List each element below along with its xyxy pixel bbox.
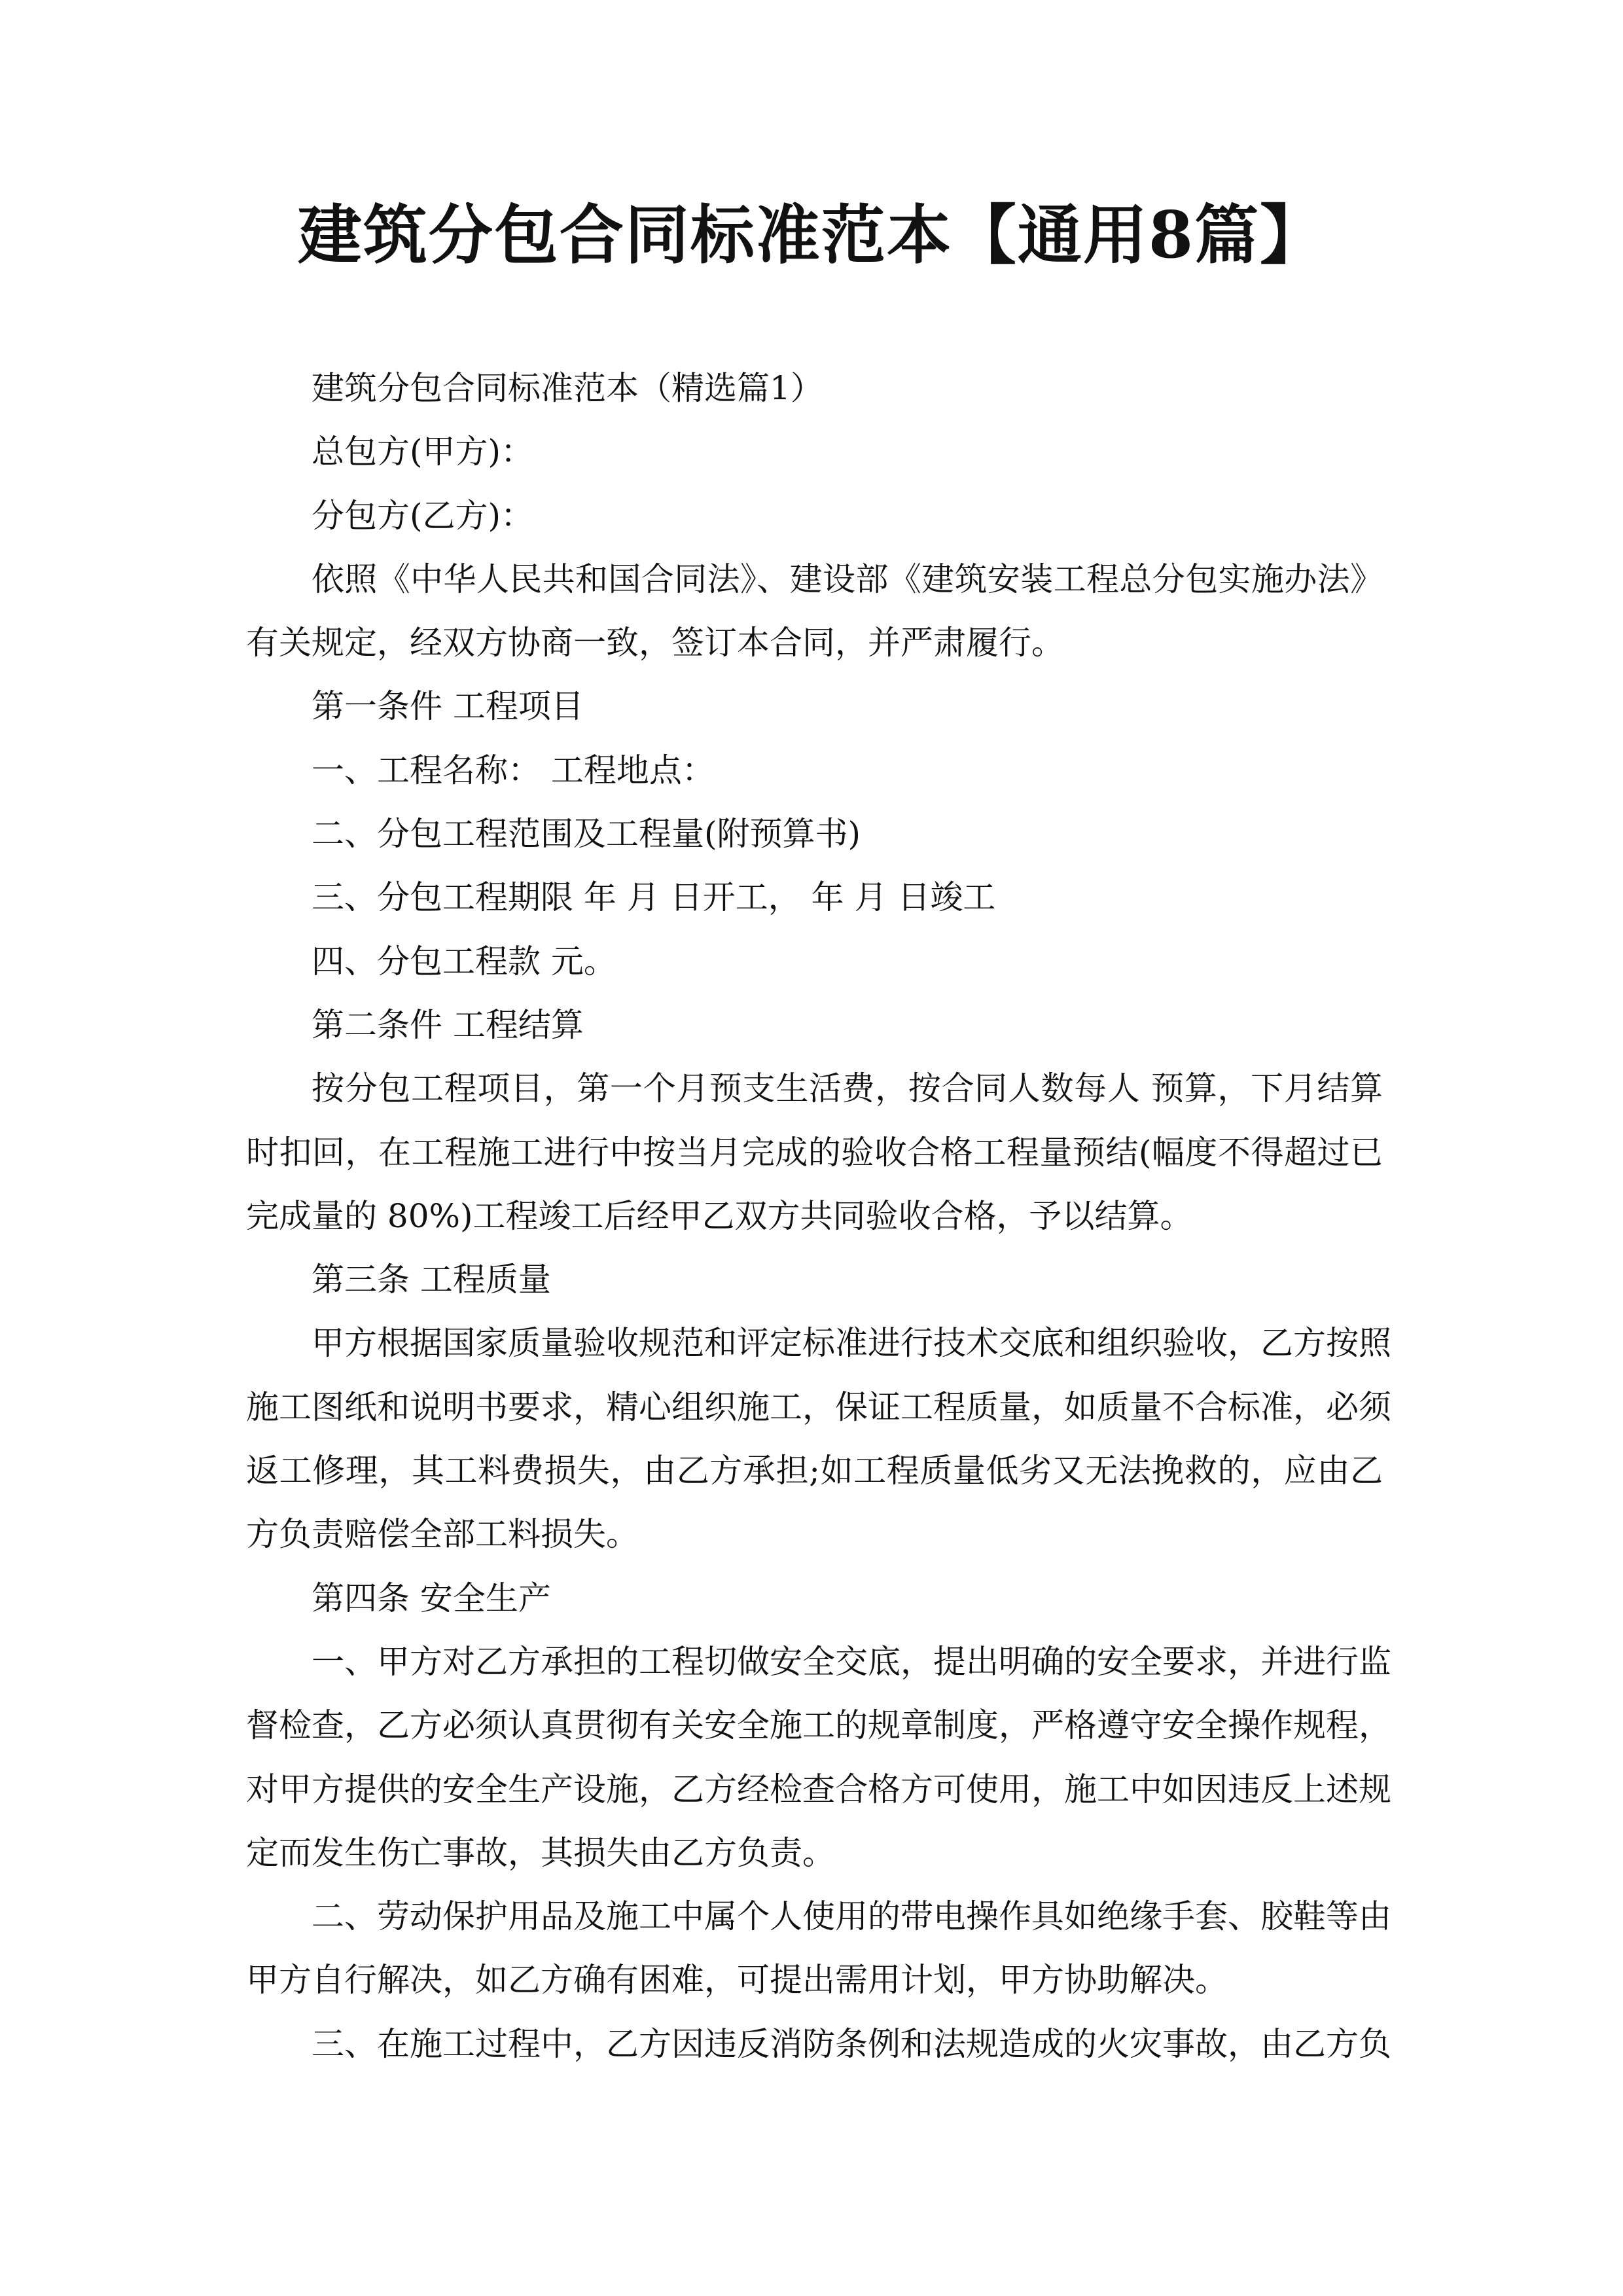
paragraph [246, 1885, 1391, 2013]
paragraph [246, 802, 1383, 866]
paragraph [246, 1312, 1391, 1566]
paragraph-line: 方负责赔偿全部工料损失。 [246, 1515, 639, 1554]
paragraph-line: 对甲方提供的安全生产设施，乙方经检查合格方可使用，施工中如因违反上述规 [246, 1770, 1391, 1808]
paragraph-line: 按分包工程项目，第一个月预支生活费，按合同人数每人 预算，下月结算 [312, 1069, 1383, 1108]
paragraph-line: 二、劳动保护用品及施工中属个人使用的带电操作具如绝缘手套、胶鞋等由 [312, 1897, 1391, 1936]
document-title: 建筑分包合同标准范本【通用8篇】 [297, 198, 1326, 273]
paragraph [246, 1630, 1391, 1885]
paragraph [246, 866, 1383, 929]
paragraph-line: 建筑分包合同标准范本（精选篇1） [312, 369, 823, 407]
paragraph-line: 返工修理，其工料费损失，由乙方承担;如工程质量低劣又无法挽救的，应由乙 [246, 1452, 1383, 1490]
paragraph-line: 二、分包工程范围及工程量(附预算书) [312, 815, 861, 853]
document-body [246, 357, 1391, 2076]
paragraph-line: 完成量的 80%)工程竣工后经甲乙双方共同验收合格，予以结算。 [246, 1196, 1193, 1235]
paragraph [246, 994, 1383, 1057]
paragraph-line: 一、工程名称： 工程地点： [312, 751, 715, 789]
paragraph-line: 督检查，乙方必须认真贯彻有关安全施工的规章制度，严格遵守安全操作规程， [246, 1706, 1391, 1745]
paragraph [246, 2013, 1391, 2076]
paragraph [246, 420, 1383, 484]
paragraph [246, 1057, 1383, 1248]
paragraph-line: 第一条件 工程项目 [312, 687, 584, 726]
paragraph-line: 第四条 安全生产 [312, 1579, 551, 1617]
paragraph-line: 依照《中华人民共和国合同法》、建设部《建筑安装工程总分包实施办法》 [312, 560, 1383, 598]
paragraph-line: 四、分包工程款 元。 [312, 942, 616, 980]
paragraph-line: 甲方自行解决，如乙方确有困难，可提出需用计划，甲方协助解决。 [246, 1961, 1228, 2000]
paragraph [246, 675, 1383, 738]
paragraph-line: 第二条件 工程结算 [312, 1005, 584, 1044]
paragraph-line: 分包方(乙方)： [312, 496, 534, 535]
paragraph [246, 548, 1383, 675]
paragraph-line: 三、在施工过程中，乙方因违反消防条例和法规造成的火灾事故，由乙方负 [312, 2024, 1391, 2063]
paragraph [246, 930, 1383, 994]
paragraph [246, 484, 1383, 548]
paragraph-line: 第三条 工程质量 [312, 1261, 551, 1299]
paragraph-line: 三、分包工程期限 年 月 日开工， 年 月 日竣工 [312, 878, 996, 917]
paragraph-line: 定而发生伤亡事故，其损失由乙方负责。 [246, 1833, 835, 1872]
paragraph-line: 总包方(甲方)： [312, 433, 534, 471]
paragraph-line: 施工图纸和说明书要求，精心组织施工，保证工程质量，如质量不合标准，必须 [246, 1388, 1391, 1426]
paragraph-line: 时扣回，在工程施工进行中按当月完成的验收合格工程量预结(幅度不得超过已 [246, 1133, 1383, 1172]
paragraph-line: 一、甲方对乙方承担的工程切做安全交底，提出明确的安全要求，并进行监 [312, 1642, 1391, 1681]
paragraph-line: 有关规定，经双方协商一致，签订本合同，并严肃履行。 [246, 624, 1064, 662]
paragraph-line: 甲方根据国家质量验收规范和评定标准进行技术交底和组织验收，乙方按照 [312, 1324, 1391, 1363]
paragraph [246, 739, 1383, 802]
paragraph [246, 1248, 1383, 1312]
paragraph [246, 1567, 1383, 1630]
paragraph [246, 357, 1383, 420]
